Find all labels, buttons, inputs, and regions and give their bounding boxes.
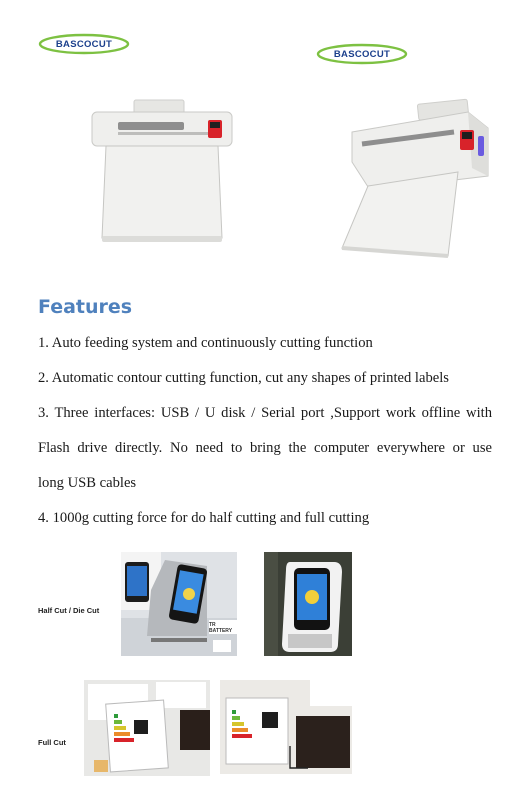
feature-item-3-line2: Flash drive directly. No need to bring the computer everywhere or use xyxy=(38,440,492,456)
cutter-machine-front-image xyxy=(88,98,236,248)
full-cut-sample-photo-2 xyxy=(220,680,352,774)
logo-text: BASCOCUT xyxy=(333,48,391,60)
feature-item-3-line1: 3. Three interfaces: USB / U disk / Serial port ,Support work offline with xyxy=(38,405,492,421)
battery-text: TR BATTERY xyxy=(209,622,233,634)
cutter-machine-angled-image xyxy=(340,98,492,260)
full-cut-sample-photo-1 xyxy=(84,680,210,776)
features-heading: Features xyxy=(38,296,133,318)
feature-item-4: 4. 1000g cutting force for do half cutting and full cutting xyxy=(38,510,370,526)
feature-item-2: 2. Automatic contour cutting function, cut any shapes of printed labels xyxy=(38,370,449,386)
die-cut-sample-photo-2 xyxy=(264,552,352,656)
bascocut-logo-left xyxy=(38,33,130,55)
full-cut-label: Full Cut xyxy=(38,738,66,747)
bascocut-logo-right xyxy=(316,43,408,65)
feature-item-3-line3: long USB cables xyxy=(38,475,137,491)
half-cut-sample-photo-1 xyxy=(121,552,237,656)
half-cut-label: Half Cut / Die Cut xyxy=(38,606,100,615)
logo-text: BASCOCUT xyxy=(55,38,113,50)
feature-item-1: 1. Auto feeding system and continuously cutting function xyxy=(38,335,373,351)
